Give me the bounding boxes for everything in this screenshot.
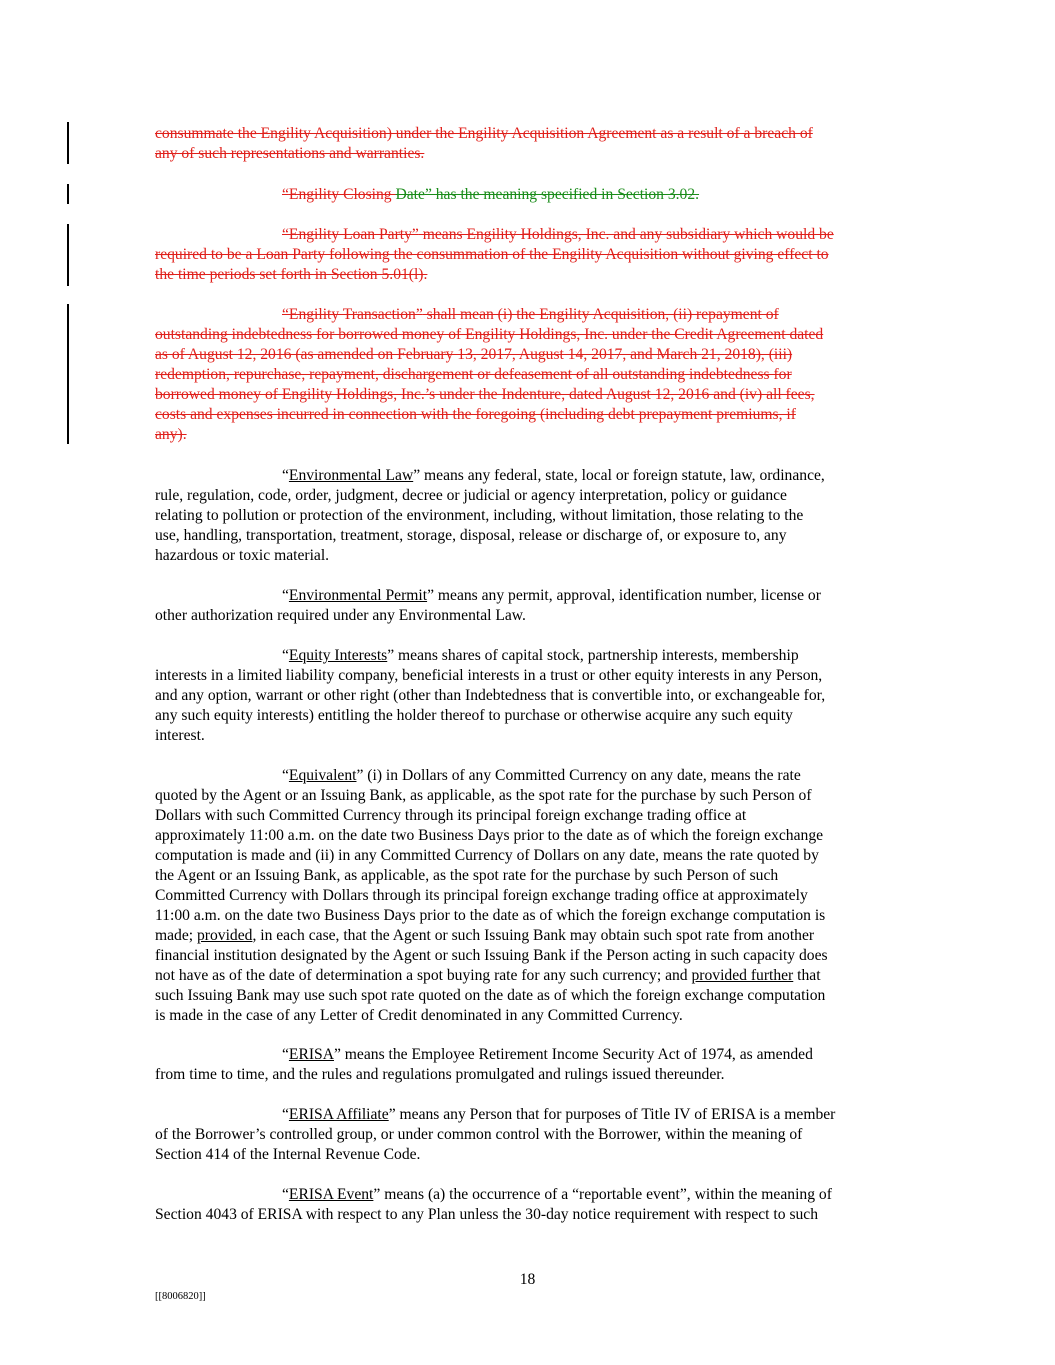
text-segment: that (793, 967, 821, 984)
definition-environmental-permit (155, 586, 900, 626)
text-line: any of such representations and warranties. (155, 145, 425, 162)
quote-open: “ (282, 1046, 289, 1063)
defined-term: Equivalent (288, 767, 357, 784)
text-line: interest. (155, 727, 205, 744)
definition-erisa-event (155, 1185, 900, 1225)
quote-open: “ (282, 647, 289, 664)
definition-text: ” means shares of capital stock, partnership interests, membership (387, 647, 799, 664)
text-line: outstanding indebtedness for borrowed money of Engility Holdings, Inc. under the Credit Agreement dated (155, 326, 824, 343)
definition-engility-transaction (155, 305, 900, 445)
definition-text: ” means any Person that for purposes of Title IV of ERISA is a member (388, 1106, 836, 1123)
definition-erisa-affiliate (155, 1105, 900, 1165)
change-bar (67, 304, 69, 444)
text-segment: , in each case, that the Agent or such Issuing Bank may obtain such spot rate from another (252, 927, 815, 944)
text-line: costs and expenses incurred in connection with the foregoing (including debt prepayment premiums, if (155, 406, 796, 423)
text-line: relating to pollution or protection of the environment, including, without limitation, those relating to the (155, 507, 804, 524)
text-line: Section 4043 of ERISA with respect to any Plan unless the 30-day notice requirement with respect to such (155, 1206, 819, 1223)
text-line: 11:00 a.m. on the date two Business Days prior to the date as of which the foreign exchange computation is (155, 907, 826, 924)
defined-term: “Engility Transaction” (282, 306, 423, 323)
text-line: rule, regulation, code, order, judgment, decree or judicial or agency interpretation, policy or guidance (155, 487, 787, 504)
defined-term: Environmental Law (288, 467, 414, 484)
definition-text: ” (i) in Dollars of any Committed Currency on any date, means the rate (356, 767, 801, 784)
document-id: [[8006820]] (155, 1291, 206, 1302)
change-bar (67, 122, 69, 164)
text-line: financial institution designated by the Agent or such Issuing Bank if the Person acting in such capacity does (155, 947, 828, 964)
quote-open: “ (282, 186, 289, 203)
definition-environmental-law (155, 466, 900, 566)
text-line: is made in the case of any Letter of Credit denominated in any Committed Currency. (155, 1007, 683, 1024)
definition-text: ” means the Employee Retirement Income Security Act of 1974, as amended (333, 1046, 813, 1063)
defined-term: ERISA Affiliate (288, 1106, 389, 1123)
quote-open: “ (282, 587, 289, 604)
text-line: Committed Currency with Dollars through its principal foreign exchange trading office at approximately (155, 887, 808, 904)
definition-erisa (155, 1045, 900, 1085)
term-part-moved: Date (395, 186, 425, 203)
text-line: the Agent or an Issuing Bank, as applicable, as the spot rate for the purchase by such Person of such (155, 867, 779, 884)
text-line: approximately 11:00 a.m. on the date two Business Days prior to the date as of which the foreign exchange (155, 827, 824, 844)
defined-term: Equity Interests (288, 647, 388, 664)
quote-open: “ (282, 467, 289, 484)
text-line: and any option, warrant or other right (other than Indebtedness that is convertible into, or exchangeable for, (155, 687, 826, 704)
quote-open: “ (282, 1186, 289, 1203)
text-line: consummate the Engility Acquisition) under the Engility Acquisition Agreement as a result of a breach of (155, 125, 813, 142)
definition-engility-closing-date (155, 185, 900, 205)
deleted-fragment-paragraph (155, 124, 900, 164)
quote-open: “ (282, 767, 289, 784)
defined-term: “Engility Loan Party” (282, 226, 419, 243)
defined-term: ERISA Event (288, 1186, 374, 1203)
definition-engility-loan-party (155, 225, 900, 285)
provided-further-term: provided further (691, 967, 794, 984)
text-line: from time to time, and the rules and regulations promulgated and rulings issued thereunder. (155, 1066, 725, 1083)
definition-equity-interests (155, 646, 900, 746)
change-bar (67, 224, 69, 286)
defined-term: ERISA (288, 1046, 334, 1063)
change-bar (67, 184, 69, 204)
defined-term: Environmental Permit (288, 587, 428, 604)
definition-text-moved: ” has the meaning specified in Section 3.02. (424, 186, 700, 203)
definition-text: means Engility Holdings, Inc. and any subsidiary which would be (418, 226, 834, 243)
text-line: required to be a Loan Party following the consummation of the Engility Acquisition without giving effect to (155, 246, 829, 263)
page-number: 18 (519, 1271, 536, 1288)
text-line: any). (155, 426, 187, 443)
definition-equivalent (155, 766, 900, 1026)
text-line: quoted by the Agent or an Issuing Bank, as applicable, as the spot rate for the purchase by such Person of (155, 787, 812, 804)
text-line: the time periods set forth in Section 5.01(l). (155, 266, 428, 283)
text-line: use, handling, transportation, treatment, storage, disposal, release or discharge of, or exposure to, any (155, 527, 787, 544)
definition-text: shall mean (i) the Engility Acquisition, (ii) repayment of (422, 306, 779, 323)
text-line: any such equity interests) entitling the holder thereof to purchase or otherwise acquire any such equity (155, 707, 793, 724)
definition-text: ” means any permit, approval, identification number, license or (427, 587, 821, 604)
definition-text: ” means (a) the occurrence of a “reportable event”, within the meaning of (373, 1186, 832, 1203)
quote-open: “ (282, 1106, 289, 1123)
provided-term: provided (197, 927, 253, 944)
text-line: interests in a limited liability company, beneficial interests in a trust or other equity interests in any Person, (155, 667, 823, 684)
text-line: of the Borrower’s controlled group, or under common control with the Borrower, within the meaning of (155, 1126, 803, 1143)
text-line: such Issuing Bank may use such spot rate quoted on the date as of which the foreign exchange computation (155, 987, 826, 1004)
text-line: borrowed money of Engility Holdings, Inc.’s under the Indenture, dated August 12, 2016 and (iv) all fees, (155, 386, 815, 403)
text-line: other authorization required under any Environmental Law. (155, 607, 526, 624)
text-line: Dollars with such Committed Currency through its principal foreign exchange trading office at (155, 807, 747, 824)
term-part: Engility Closing (288, 186, 396, 203)
definition-text: ” means any federal, state, local or foreign statute, law, ordinance, (413, 467, 825, 484)
text-line: Section 414 of the Internal Revenue Code. (155, 1146, 421, 1163)
text-line: computation is made and (ii) in any Committed Currency of Dollars on any date, means the rate quoted by (155, 847, 819, 864)
text-line: as of August 12, 2016 (as amended on February 13, 2017, August 14, 2017, and March 21, 2018), (iii) (155, 346, 793, 363)
text-line: hazardous or toxic material. (155, 547, 330, 564)
text-line: redemption, repurchase, repayment, dischargement or defeasement of all outstanding indebtedness for (155, 366, 792, 383)
text-segment: not have as of the date of determination a spot buying rate for any such currency; and (155, 967, 692, 984)
text-segment: made; (155, 927, 197, 944)
